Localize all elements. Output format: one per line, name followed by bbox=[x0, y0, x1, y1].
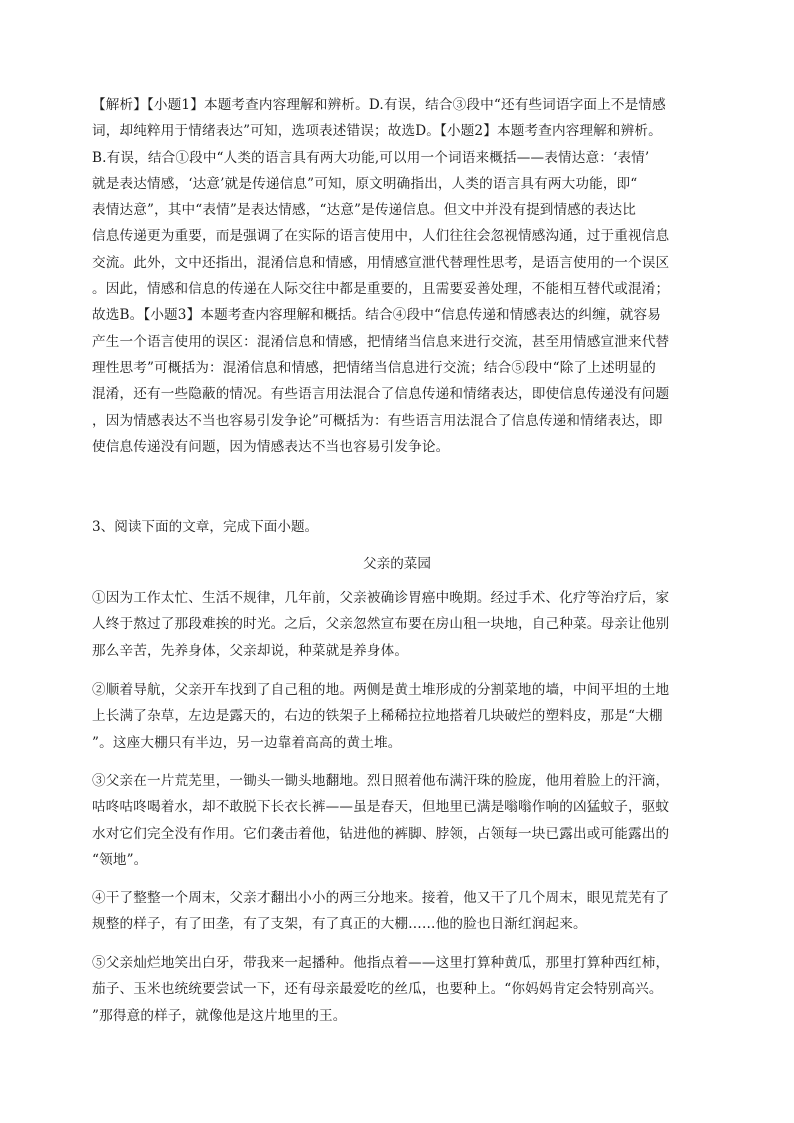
article-paragraph-2 bbox=[92, 677, 704, 756]
analysis-line: 故选B。【小题3】本题考查内容理解和概括。结合④段中“信息传递和情感表达的纠缠，就容易 bbox=[92, 307, 661, 324]
paragraph-line: ③父亲在一片荒芜里，一锄头一锄头地翻地。烈日照着他布满汗珠的脸庞，他用着脸上的汗滴， bbox=[92, 773, 670, 789]
paragraph-line: ②顺着导航，父亲开车找到了自己租的地。两侧是黄土堆形成的分割菜地的墙，中间平坦的土地 bbox=[92, 682, 670, 698]
paragraph-line: 水对它们完全没有作用。它们袭击着他，钻进他的裤脚、脖领，占领每一块已露出或可能露出的 bbox=[92, 825, 670, 842]
paragraph-line: 咕咚咕咚喝着水，却不敢脱下长衣长裤——虽是春天，但地里已满是嗡嗡作响的凶猛蚊子，驱蚊 bbox=[92, 799, 670, 816]
analysis-line: 词，却纯粹用于情绪表达”可知，选项表述错误；故选D。【小题2】本题考查内容理解和辨析。 bbox=[92, 123, 662, 140]
paragraph-line: ”那得意的样子，就像他是这片地里的王。 bbox=[92, 1007, 347, 1024]
analysis-line: ，因为情感表达不当也容易引发争论”可概括为：有些语言用法混合了信息传递和情绪表达，即 bbox=[92, 412, 663, 429]
analysis-line: 表情达意”，其中“表情”是表达情感，“达意”是传递信息。但文中并没有提到情感的表达比 bbox=[92, 202, 637, 219]
analysis-line: 【解析】【小题1】本题考查内容理解和辨析。D.有误，结合③段中“还有些词语字面上不是情感 bbox=[92, 97, 666, 113]
paragraph-line: “领地”。 bbox=[92, 851, 148, 868]
article-paragraph-1 bbox=[92, 585, 704, 664]
analysis-line: 理性思考”可概括为：混淆信息和情感，把情绪当信息进行交流；结合⑤段中“除了上述明显的 bbox=[92, 359, 656, 376]
paragraph-line: ④干了整整一个周末，父亲才翻出小小的两三分地来。接着，他又干了几个周末，眼见荒芜有了 bbox=[92, 890, 670, 906]
paragraph-line: 那么辛苦，先养身体，父亲却说，种菜就是养身体。 bbox=[92, 642, 409, 659]
analysis-line: 。因此，情感和信息的传递在人际交往中都是重要的，且需要妥善处理，不能相互替代或混淆； bbox=[92, 281, 670, 298]
analysis-line: B.有误，结合①段中“人类的语言具有两大功能,可以用一个词语来概括——表情达意：‘表情’ bbox=[92, 149, 650, 166]
article-paragraph-3 bbox=[92, 768, 704, 873]
paragraph-line: ①因为工作太忙、生活不规律，几年前，父亲被确诊胃癌中晚期。经过手术、化疗等治疗后，家 bbox=[92, 590, 670, 606]
paragraph-line: 人终于熬过了那段难挨的时光。之后，父亲忽然宣布要在房山租一块地，自己种菜。母亲让他别 bbox=[92, 616, 670, 633]
answer-analysis bbox=[92, 92, 704, 460]
paragraph-line: 茄子、玉米也统统要尝试一下，还有母亲最爱吃的丝瓜，也要种上。“你妈妈肯定会特别高兴。 bbox=[92, 981, 663, 998]
analysis-line: 产生一个语言使用的误区：混淆信息和情感，把情绪当信息来进行交流，甚至用情感宣泄来代替 bbox=[92, 333, 670, 350]
paragraph-line: 上长满了杂草，左边是露天的，右边的铁架子上稀稀拉拉地搭着几块破烂的塑料皮，那是“大棚 bbox=[92, 708, 663, 725]
paragraph-line: ”。这座大棚只有半边，另一边靠着高高的黄土堆。 bbox=[92, 734, 402, 751]
analysis-line: 使信息传递没有问题，因为情感表达不当也容易引发争论。 bbox=[92, 438, 450, 455]
paragraph-line: ⑤父亲灿烂地笑出白牙，带我来一起播种。他指点着——这里打算种黄瓜，那里打算种西红柿， bbox=[92, 955, 670, 971]
analysis-line: 信息传递更为重要，而是强调了在实际的语言使用中，人们往往会忽视情感沟通，过于重视信息 bbox=[92, 228, 670, 245]
article-paragraph-5 bbox=[92, 950, 704, 1029]
analysis-line: 交流。此外，文中还指出，混淆信息和情感，用情感宣泄代替理性思考，是语言使用的一个误区 bbox=[92, 254, 670, 271]
analysis-line: 混淆，还有一些隐蔽的情况。有些语言用法混合了信息传递和情绪表达，即使信息传递没有问题 bbox=[92, 386, 670, 403]
question-heading: 3、阅读下面的文章，完成下面小题。 bbox=[92, 519, 319, 535]
analysis-line: 就是表达情感，‘达意’就是传递信息”可知，原文明确指出，人类的语言具有两大功能，即“ bbox=[92, 175, 638, 192]
article-title: 父亲的菜园 bbox=[363, 556, 431, 572]
article-paragraph-4 bbox=[92, 885, 704, 938]
paragraph-line: 规整的样子，有了田垄，有了支架，有了真正的大棚……他的脸也日渐红润起来。 bbox=[92, 916, 587, 933]
